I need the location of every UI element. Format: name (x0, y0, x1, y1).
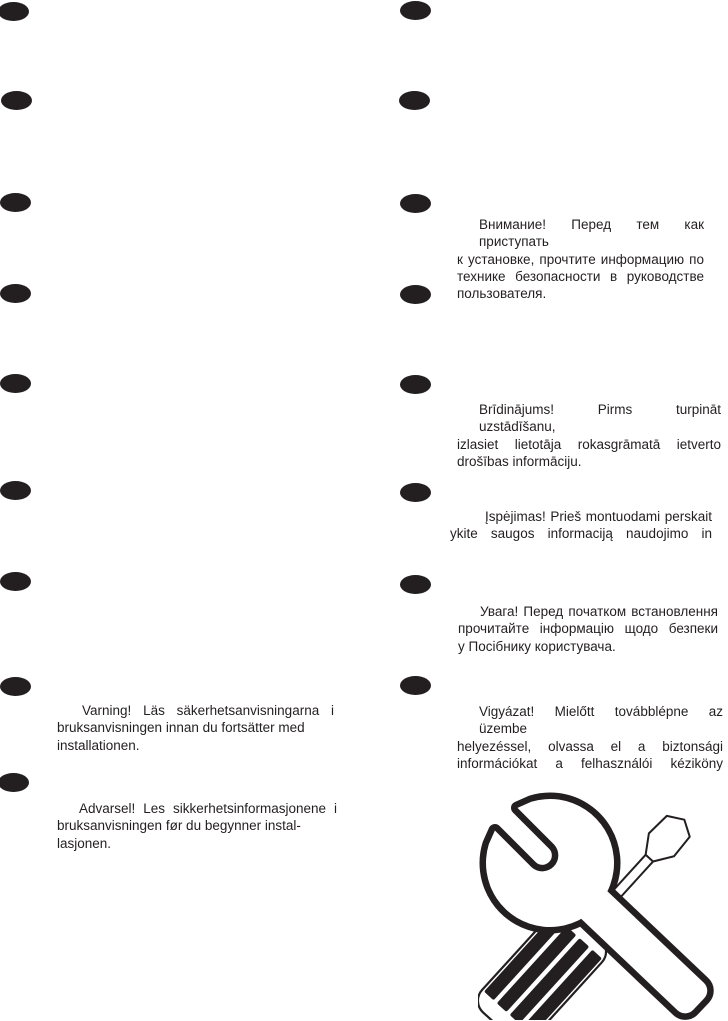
warning-line: helyezéssel, olvassa el a biztonsági (457, 738, 723, 754)
warning-line: Vigyázat! Mielőtt továbblépne az üzembe (479, 704, 723, 737)
warning-text-russian (457, 216, 704, 302)
bullet-marker (0, 677, 31, 696)
warning-line: bruksanvisningen innan du fortsätter med (57, 720, 305, 736)
bullet-marker (400, 194, 431, 213)
bullet-marker (400, 676, 431, 695)
warning-line: drošības informāciju. (457, 453, 582, 469)
bullet-marker (0, 481, 31, 500)
warning-line: Внимание! Перед тем как приступать (479, 217, 704, 250)
bullet-marker (0, 284, 31, 303)
warning-line: технике безопасности в руководстве (457, 268, 704, 284)
warning-line: bruksanvisningen før du begynner instal- (57, 818, 301, 834)
warning-text-lithuanian (450, 508, 712, 543)
warning-line: lasjonen. (57, 835, 112, 851)
warning-line: Brīdinājums! Pirms turpināt uzstādīšanu, (479, 402, 721, 435)
bullet-marker (400, 1, 431, 20)
warning-text-latvian (457, 401, 721, 470)
warning-line: прочитайте інформацію щодо безпеки (458, 621, 718, 637)
warning-line: installationen. (57, 737, 140, 753)
warning-line: пользователя. (457, 286, 547, 302)
warning-line: Увага! Перед початком встановлення (480, 604, 718, 619)
bullet-marker (400, 285, 431, 304)
warning-line: ykite saugos informaciją naudojimo in (450, 526, 712, 542)
warning-line: Varning! Läs säkerhetsanvisningarna i (82, 703, 334, 718)
warning-line: információkat a felhasználói kéziköny (457, 755, 723, 771)
bullet-marker (400, 483, 431, 502)
bullet-marker (0, 193, 31, 212)
bullet-marker (0, 572, 31, 591)
warning-line: Advarsel! Les sikkerhetsinformasjonene i (79, 801, 337, 816)
bullet-marker (400, 375, 431, 394)
bullet-marker (399, 91, 430, 110)
warning-line: Įspėjimas! Prieš montuodami perskait (485, 509, 712, 524)
bullet-marker (400, 575, 431, 594)
warning-line: у Посібнику користувача. (458, 638, 616, 654)
bullet-marker (0, 2, 29, 21)
wrench-and-screwdriver-icon (478, 785, 718, 1020)
warning-line: к установке, прочтите информацию по (457, 251, 704, 267)
warning-text-hungarian (457, 703, 723, 772)
bullet-marker (0, 773, 29, 792)
warning-text-norwegian (57, 800, 337, 852)
bullet-marker (1, 91, 32, 110)
warning-text-swedish (57, 702, 334, 754)
warning-text-ukrainian (458, 603, 718, 655)
warning-line: izlasiet lietotāja rokasgrāmatā ietverto (457, 436, 721, 452)
bullet-marker (0, 374, 31, 393)
